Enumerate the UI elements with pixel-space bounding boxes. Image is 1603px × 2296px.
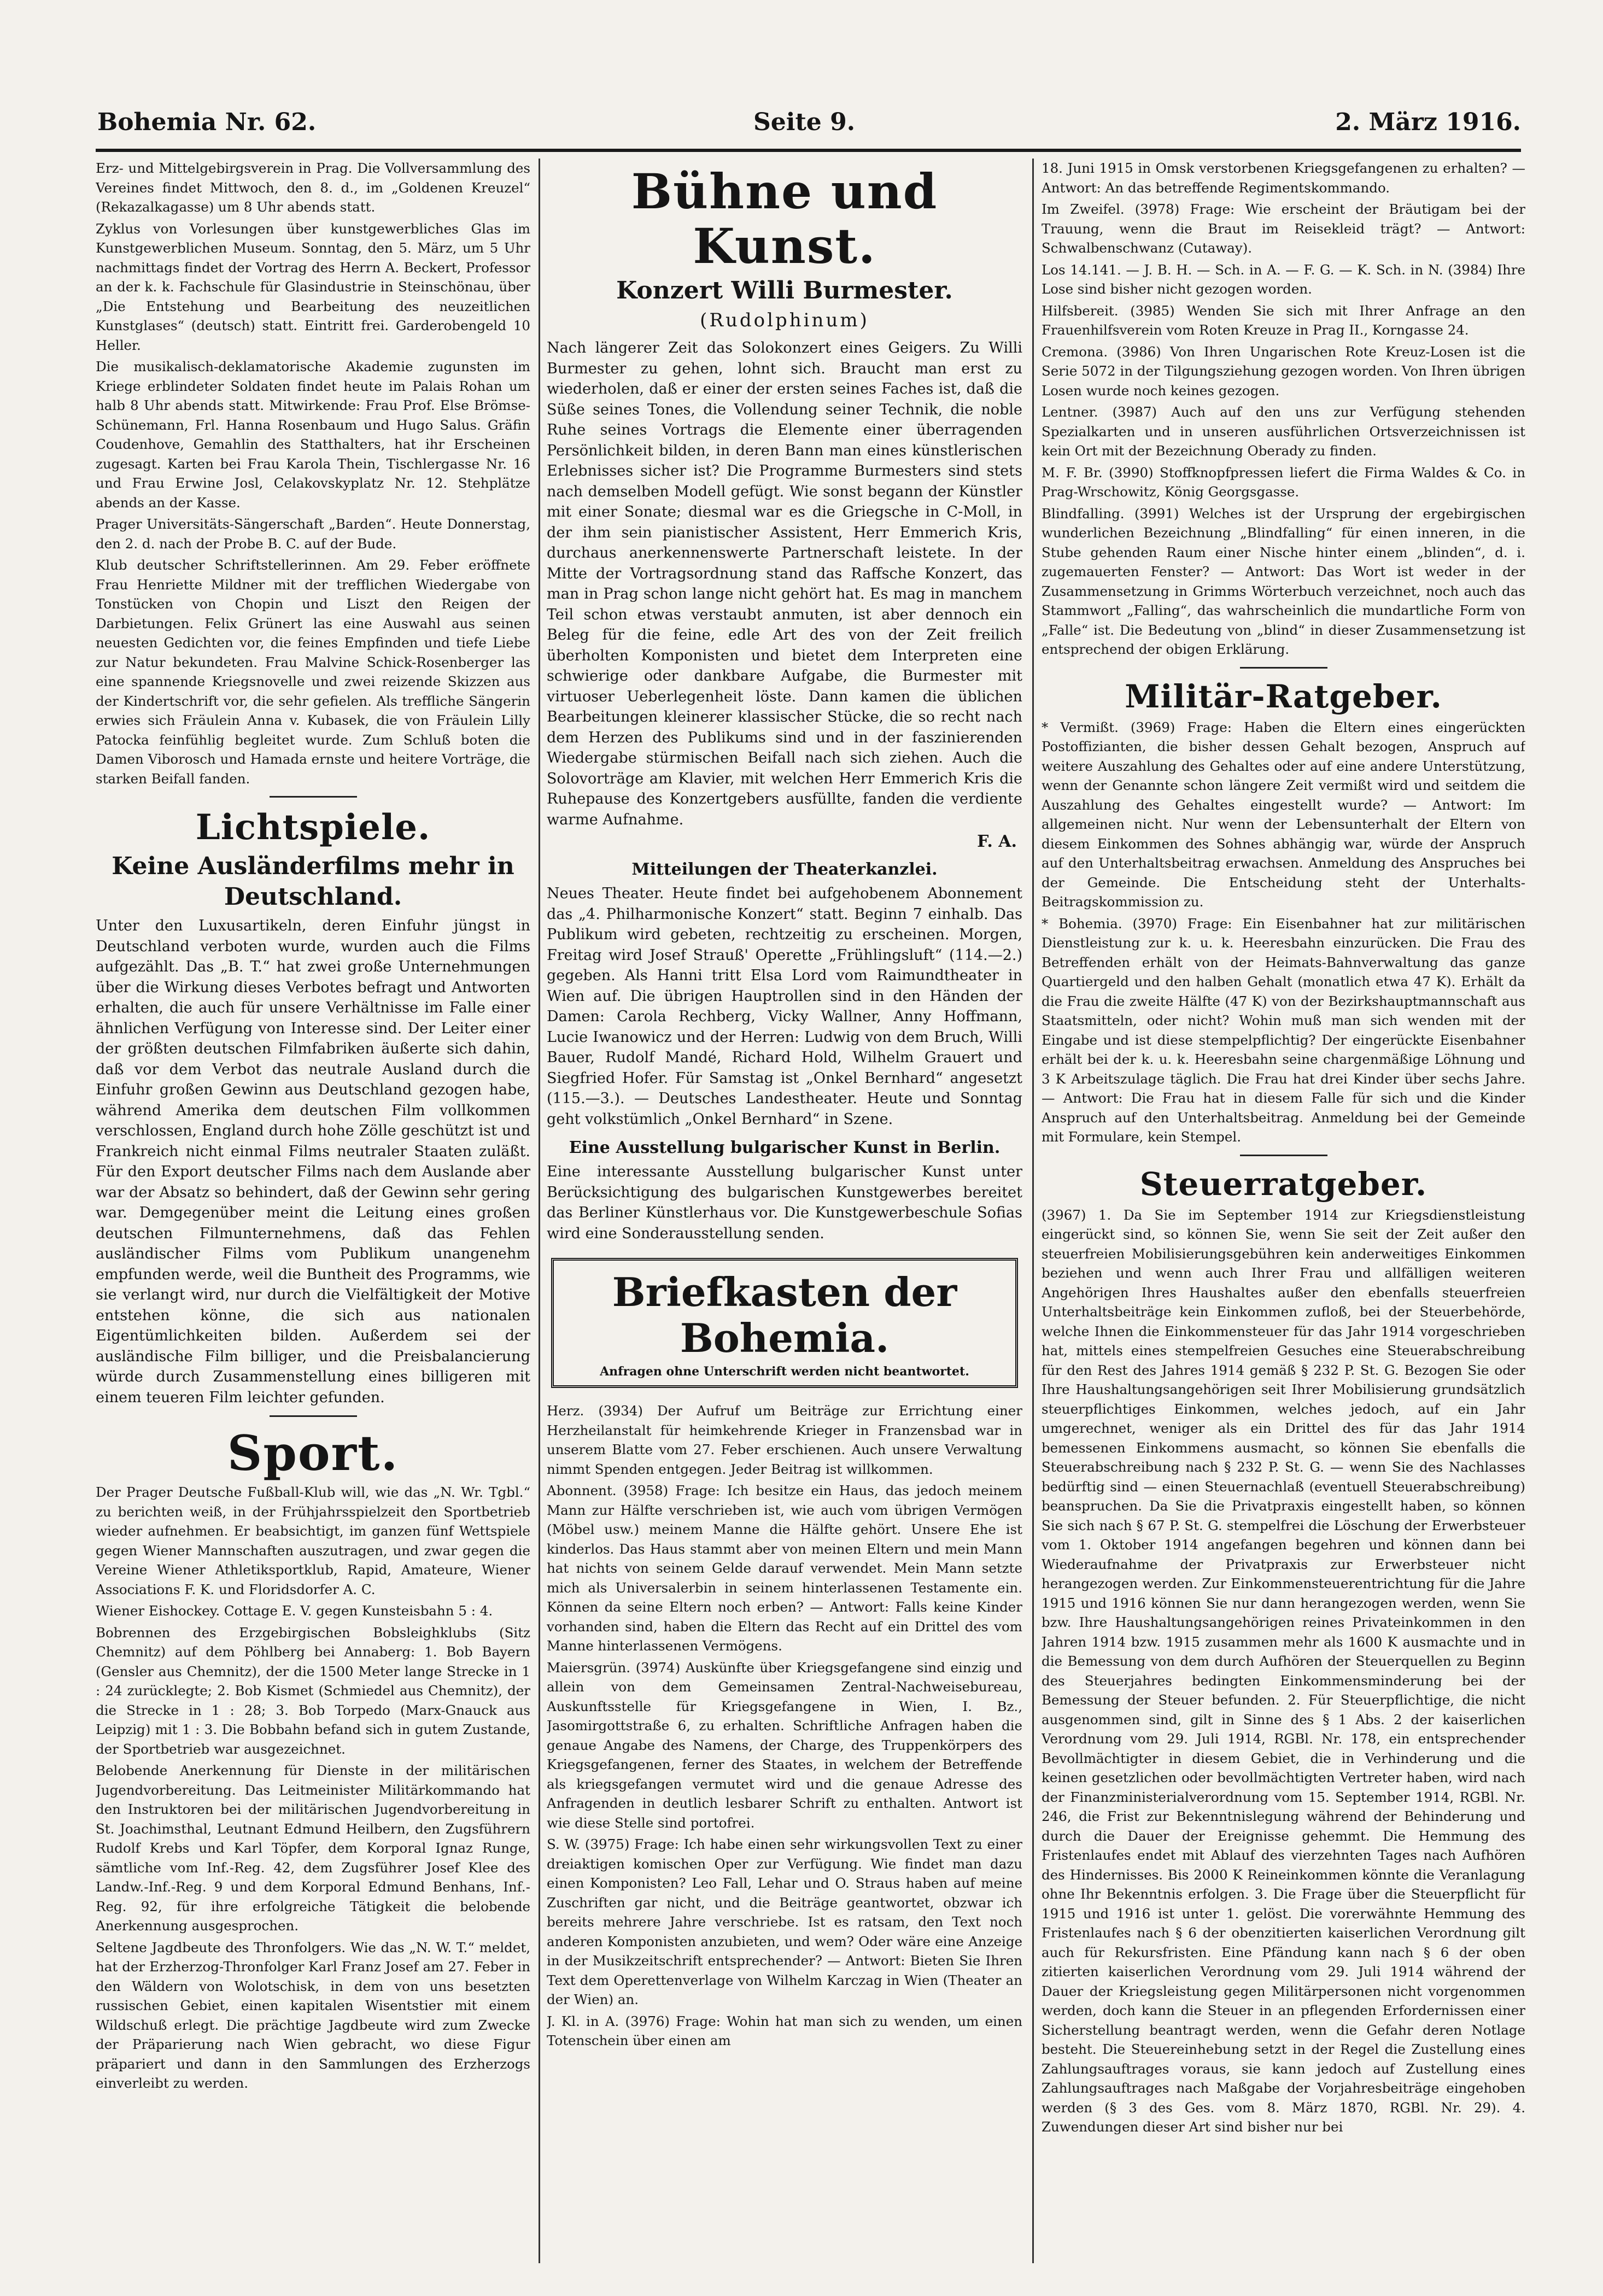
article-bulgarische-kunst: Eine interessante Ausstellung bulgarischer Kunst unter Berücksichtigung des bulgarischen Kunstgewerbes bereitet das Berliner Künstlerhaus vor. Die Kunstgewerbeschule Sofias wird eine Sonderausstellung senden. bbox=[547, 1163, 1022, 1242]
article-auslaenderfilms: Unter den Luxusartikeln, deren Einfuhr jüngst in Deutschland verboten wurde, wurden auch die Films aufgezählt. Das „B. T.“ hat zwei große Unternehmungen über die Wirkung dieses Verbotes befragt und Antworten erhalten, die auch für unsere Verhältnisse im Falle einer ähnlichen Verfügung von Interesse sind. Der Leiter einer der größten deutschen Filmfabriken äußerte sich dahin, daß vor dem Verbot das neutrale Ausland durch die Einfuhr großen Gewinn aus Deutschland gezogen habe, während Amerika dem deutschen Film vollkommen verschlossen, England durch hohe Zölle geschützt ist und Frankreich nicht einmal Films neutraler Staaten zuläßt. Für den Export deutscher Films nach dem Auslande aber war der Absatz so behindert, daß der Gewinn sehr gering war. Demgegenüber meint die Leitung eines großen deutschen Filmunternehmens, daß das Fehlen ausländischer Films vom Publikum unangenehm empfunden werde, weil die Buntheit des Programms, wie sie verlangt wird, nur durch die Vielfältigkeit der Motive entstehen könne, die sich aus nationalen Eigentümlichkeiten bilden. Außerdem sei der ausländische Film billiger, und die Preisbalancierung würde durch Zusammenstellung eines billigeren mit einem teueren Film leichter gefunden. bbox=[96, 917, 530, 1406]
article-theaterkanzlei: Neues Theater. Heute findet bei aufgehobenem Abonnement das „4. Philharmonische Konzert“ statt. Beginn 7 einhalb. Das Publikum wird gebeten, rechtzeitig zu erscheinen. Morgen, Freitag wird Josef Strauß' Operette „Frühlingsluft“ (114.—2.) gegeben. Als Hanni tritt Elsa Lord vom Raimundtheater in Wien auf. Die übrigen Hauptrollen sind in den Händen der Damen: Carola Rechberg, Vicky Wallner, Anny Hoffmann, Lucie Iwanowicz und der Herren: Ludwig von dem Bruch, Willi Bauer, Rudolf Mandé, Richard Hold, Wilhelm Grauert und Siegfried Hofer. Für Samstag ist „Onkel Bernhard“ angesetzt (115.—3.). — Deutsches Landestheater. Heute und Sonntag geht volkstümlich „Onkel Bernhard“ in Szene. bbox=[547, 885, 1022, 1128]
divider bbox=[1240, 1155, 1327, 1156]
letter-herz: Herz. (3934) Der Aufruf um Beiträge zur Errichtung einer Herzheilanstalt für heimkehrende Krieger in Franzensbad war in unserem Blatte vom 27. Feber erschienen. Auch unsere Verwaltung nimmt Spenden entgegen. Jeder Beitrag ist willkommen. bbox=[547, 1403, 1022, 1477]
column-left bbox=[96, 159, 530, 2263]
letter-lentner: Lentner. (3987) Auch auf den uns zur Verfügung stehenden Spezialkarten und in unseren ausführlichen Ortsverzeichnissen ist kein Ort mit der Bezeichnung Oberady zu finden. bbox=[1042, 404, 1525, 459]
letter-sw: S. W. (3975) Frage: Ich habe einen sehr wirkungsvollen Text zu einer dreiaktigen komischen Oper zur Verfügung. Wie findet man dazu einen Komponisten? Leo Fall, Lehar und O. Straus haben auf meine Zuschriften gar nicht, und die Beiträge geantwortet, obzwar ich bereits mehrere Jahre verschriebe. Ist es ratsam, den Text noch anderen Komponisten anzubieten, und wem? Oder wäre eine Anzeige in der Musikzeitschrift entsprechender? — Antwort: Bieten Sie Ihren Text dem Operettenverlage von Wilhelm Karczag in Wien (Theater an der Wien) an. bbox=[547, 1836, 1022, 2007]
author-signature: F. A. bbox=[977, 832, 1017, 851]
letter-abonnent: Abonnent. (3958) Frage: Ich besitze ein Haus, das jedoch meinem Mann zur Hälfte verschrieben ist, wie auch vom übrigen Vermögen (Möbel usw.) meinem Manne die Hälfte gehört. Unsere Ehe ist kinderlos. Das Haus stammt aber von meinen Eltern und mein Mann hat nichts von seinem Gelde darauf verwendet. Mein Mann setzte mich als Universalerbin in seinem hinterlassenen Testamente ein. Können da seine Eltern noch erben? — Antwort: Falls keine Kinder vorhanden sind, haben die Eltern das Recht auf ein Drittel des vom Manne hinterlassenen Vermögens. bbox=[547, 1483, 1022, 1654]
column-divider-1 bbox=[539, 159, 540, 2263]
page-header bbox=[97, 108, 1521, 147]
column-divider-2 bbox=[1032, 159, 1034, 2263]
article-jugendvorbereitung: Belobende Anerkennung für Dienste in der militärischen Jugendvorbereitung. Das Leitmeinister Militärkommando hat den Instruktoren bei der militärischen Jugendvorbereitung in St. Joachimsthal, Leutnant Edmund Heilbern, den Zugsführern Rudolf Krebs und Karl Töpfer, dem Korporal Ignaz Runge, sämtliche vom Inf.-Reg. 42, dem Zugsführer Josef Klee des Landw.-Inf.-Reg. 9 und dem Korporal Edmund Benhans, Inf.-Reg. 92, für ihre erfolgreiche Tätigkeit die belobende Anerkennung ausgesprochen. bbox=[96, 1762, 530, 1934]
divider bbox=[1240, 667, 1327, 669]
letter-blindfalling: Blindfalling. (3991) Welches ist der Ursprung der ergebirgischen wunderlichen Bezeichnung „Blindfalling“ für einen inneren, in die Stube gehenden Raum einer Nische hinter einem „blinden“, d. i. zugemauerten Fenster? — Antwort: Das Wort ist weder in der Zusammensetzung in Grimms Wörterbuch verzeichnet, noch auch das Stammwort „Falling“, das wahrscheinlich die mundartliche Form von „Falle“ ist. Die Bedeutung von „blind“ in dieser Zusammensetzung ist entsprechend der obigen Erklärung. bbox=[1042, 505, 1525, 657]
article-jagdbeute: Seltene Jagdbeute des Thronfolgers. Wie das „N. W. T.“ meldet, hat der Erzherzog-Thronfolger Karl Franz Josef am 27. Feber in den Wäldern von Wolotschisk, in dem von uns besetzten russischen Gebiet, einen kapitalen Wisentstier mit einem Wildschuß erlegt. Die prächtige Jagdbeute wird zum Zwecke der Präparierung nach Wien gebracht, wo diese Figur präpariert und dann in den Sammlungen des Erzherzogs einverleibt zu werden. bbox=[96, 1939, 530, 2091]
section-title-lichtspiele: Lichtspiele. bbox=[195, 807, 431, 848]
letter-bohemia: * Bohemia. (3970) Frage: Ein Eisenbahner hat zur militärischen Dienstleistung zur k. u. k. Heeresbahn einzurücken. Die Frau des Betreffenden erhält von der Heimats-Bahnverwaltung das ganze Quartiergeld und den halben Gehalt (monatlich etwa 47 K). Erhält da die Frau die zweite Hälfte (47 K) von der Bezirkshauptmannschaft aus Staatsmitteln, oder nicht? Wohin muß man sich wenden mit der Eingabe und ist diese stempelpflichtig? Der eingerückte Eisenbahner erhält bei der k. u. k. Heeresbahn seine chargenmäßige Löhnung und 3 K Arbeitszulage täglich. Die Frau hat drei Kinder über sechs Jahre. — Antwort: Die Frau hat in diesem Falle für sich und die Kinder Anspruch auf den Unterhaltsbeitrag. Anmeldung bei der Gemeinde mit Formulare, kein Stempel. bbox=[1042, 915, 1525, 1145]
letter-steuer-3967: (3967) 1. Da Sie im September 1914 zur Kriegsdienstleistung eingerückt sind, so können Sie, wenn Sie seit der Zeit außer den steuerfreien Mobilisierungsgebühren kein anderweitiges Einkommen beziehen und wenn auch Ihrer Frau und allfälligen weiteren Angehörigen Ihres Haushaltes außer den ebenfalls steuerfreien Unterhaltsbeiträge kein Einkommen zufloß, bei der Steuerbehörde, welche Ihnen die Einkommensteuer für das Jahr 1914 vorgeschrieben hat, mittels eines stempelfreien Gesuches eine Steuerabschreibung für den Rest des Jahres 1914 gemäß § 232 P. St. G. Bezogen Sie oder Ihre Haushaltungsangehörigen seit Ihrer Mobilisierung grundsätzlich steuerpflichtiges Einkommen, welches jedoch, auf ein Jahr umgerechnet, weniger als ein Drittel des für das Jahr 1914 bemessenen Einkommens ausmacht, so können Sie ebenfalls die Steuerabschreibung nach § 232 P. St. G. — wenn Sie des Nachlasses bedürftig sind — einen Steuernachlaß (eventuell Steuerabschreibung) beanspruchen. Da Sie die Privatpraxis eingestellt haben, so können Sie sich nach § 67 P. St. G. stempelfrei die Löschung der Erwerbsteuer vom 1. Oktober 1914 angefangen begehren und können dann bei Wiederaufnahme der Privatpraxis zur Erwerbsteuer nicht herangezogen werden. Zur Einkommensteuerentrichtung für die Jahre 1915 und 1916 können Sie nur dann herangezogen werden, wenn Sie bzw. Ihre Haushaltungsangehörigen reines Privateinkommen in den Jahren 1914 bzw. 1915 zusammen mehr als 1600 K ausmachte und in die Bemessung von dem durch Aufhören der Steuerquellen zu Beginn des Steuerjahres bedingten Einkommensminderung bei der Bemessung der Steuer befunden. 2. Für Steuerpflichtige, die nicht ausgenommen sind, gilt in Sinne des § 1 Abs. 2 der kaiserlichen Verordnung vom 29. Juli 1914, RGBl. Nr. 178, ein entsprechender Bevollmächtigter in diesem Gebiet, die in Verhinderung und die keinen gesetzlichen oder bevollmächtigten Vertreter haben, wird nach der Finanzministerialverordnung vom 15. September 1914, RGBl. Nr. 246, die Frist zur Bekenntnislegung während der Behinderung und durch die Dauer der Ereignisse gehemmt. Die Hemmung des Fristenlaufes endet mit Ablauf des vierzehnten Tages nach Aufhören des Hindernisses. Bis 2000 K Reineinkommen könnte die Veranlagung ohne Ihr Bekenntnis erfolgen. 3. Die Frage über die Steuerpflicht für 1915 und 1916 ist unter 1. gelöst. Die vorerwähnte Hemmung des Fristenlaufes nach § 6 der obenzitierten kaiserlichen Verordnung gilt auch für Rekursfristen. Eine Pfändung kann nach § 6 der oben zitierten kaiserlichen Verordnung vom 29. Juli 1914 während der Dauer der Kriegsleistung gegen Militärpersonen nicht vorgenommen werden, doch kann die Steuer in an pflegenden Erfordernissen einer Sicherstellung beantragt werden, wenn die Gefahr deren Notlage besteht. Die Steuereinhebung setzt in der Regel die Zustellung eines Zahlungsauftrages voraus, sie kann jedoch auf Zustellung eines Zahlungsauftrages nach Maßgabe der Vorjahresbeiträge eingehoben werden (§ 3 des Ges. vom 8. März 1870, RGBl. Nr. 29). 4. Zuwendungen dieser Art sind bisher nur bei bbox=[1042, 1206, 1525, 2135]
divider bbox=[270, 1415, 357, 1417]
article-bobrennen: Bobrennen des Erzgebirgischen Bobsleighklubs (Sitz Chemnitz) auf dem Pöhlberg bei Annaberg: 1. Bob Bayern (Gensler aus Chemnitz), der die 1500 Meter lange Strecke in 1 : 24 zurücklegte; 2. Bob Kismet (Schmiedel aus Chemnitz), der die Strecke in 1 : 28; 3. Bob Torpedo (Marx-Gnauck aus Leipzig) mit 1 : 3. Die Bobbahn befand sich in gutem Zustande, der Sportbetrieb war ausgezeichnet. bbox=[96, 1624, 530, 1757]
article-fussball-klub: Der Prager Deutsche Fußball-Klub will, wie das „N. Wr. Tgbl.“ zu berichten weiß, in der Frühjahrsspielzeit den Sportbetrieb wieder aufnehmen. Er beabsichtigt, im ganzen fünf Wettspiele gegen Wiener Mannschaften auszutragen, und zwar gegen die Vereine Wiener Athletiksportklub, Rapid, Amateure, Wiener Associations F. K. und Floridsdorfer A. C. bbox=[96, 1484, 530, 1597]
article-barden: Prager Universitäts-Sängerschaft „Barden“. Heute Donnerstag, den 2. d. nach der Probe B. C. auf der Bude. bbox=[96, 516, 530, 552]
header-rule bbox=[96, 149, 1521, 152]
letter-vermisst: * Vermißt. (3969) Frage: Haben die Eltern eines eingerückten Postoffizianten, die bisher dessen Gehalt bezogen, Anspruch auf weitere Auszahlung des Gehaltes oder auf eine andere Unterstützung, wenn der Genannte schon längere Zeit vermißt wird und seitdem die Auszahlung des Gehaltes eingestellt wurde? — Antwort: Im allgemeinen nicht. Nur wenn der Lebensunterhalt der Eltern von diesem Einkommen des Sohnes abhängig war, würde der Anspruch auf den Unterhaltsbeitrag erwachsen. Anmeldung des Anspruches bei der Gemeinde. Die Entscheidung steht der Unterhalts-Beitragskommission zu. bbox=[1042, 719, 1525, 910]
letter-jkl: J. Kl. in A. (3976) Frage: Wohin hat man sich zu wenden, um einen Totenschein über einen am bbox=[547, 2013, 1022, 2048]
headline-bulgarische-kunst: Eine Ausstellung bulgarischer Kunst in Berlin. bbox=[569, 1138, 1001, 1157]
section-title-buehne: Bühne und Kunst. bbox=[631, 163, 938, 274]
letter-cremona: Cremona. (3986) Von Ihren Ungarischen Rote Kreuz-Losen ist die Serie 5072 in der Tilgungsziehung gezogen worden. Von Ihren übrigen Losen wurde noch keines gezogen. bbox=[1042, 343, 1525, 399]
letter-hilfsbereit: Hilfsbereit. (3985) Wenden Sie sich mit Ihrer Anfrage an den Frauenhilfsverein vom Roten Kreuze in Prag II., Korngasse 24. bbox=[1042, 302, 1525, 338]
briefkasten-title: Briefkasten der Bohemia. bbox=[612, 1269, 957, 1361]
issue-number: Bohemia Nr. 62. bbox=[97, 108, 317, 136]
column-middle bbox=[547, 159, 1022, 2263]
headline-auslaenderfilms: Keine Ausländerfilms mehr in Deutschland. bbox=[112, 852, 514, 911]
letter-omsk: 18. Juni 1915 in Omsk verstorbenen Kriegsgefangenen zu erhalten? — Antwort: An das betreffende Regimentskommando. bbox=[1042, 160, 1525, 196]
article-akademie: Die musikalisch-deklamatorische Akademie zugunsten im Kriege erblindeter Soldaten findet heute im Palais Rohan um halb 8 Uhr abends statt. Mitwirkende: Frau Prof. Else Brömse-Schünemann, Frl. Hanna Rosenbaum und Hugo Salus. Gräfin Coudenhove, Gemahlin des Statthalters, hat ihr Erscheinen zugesagt. Karten bei Frau Karola Thein, Tischlergasse Nr. 16 und Frau Erwine Josl, Celakovskyplatz Nr. 12. Stehplätze abends an der Kasse. bbox=[96, 359, 530, 511]
page-number: Seite 9. bbox=[753, 108, 856, 136]
article-erzgebirgsverein: Erz- und Mittelgebirgsverein in Prag. Die Vollversammlung des Vereines findet Mittwoch, den 8. d., im „Goldenen Kreuzel“ (Rekazalkagasse) um 8 Uhr abends statt. bbox=[96, 160, 530, 215]
section-title-steuer: Steuerratgeber. bbox=[1139, 1165, 1428, 1203]
letter-maiersgruen: Maiersgrün. (3974) Auskünfte über Kriegsgefangene sind einzig und allein von dem Gemeinsamen Zentral-Nachweisebureau, Auskunftsstelle für Kriegsgefangene in Wien, I. Bz., Jasomirgottstraße 6, zu erhalten. Schriftliche Anfragen haben die genaue Angabe des Namens, der Charge, des Truppenkörpers des Kriegsgefangenen, ferner des Staates, in welchem der Betreffende als kriegsgefangen vermutet wird und die genaue Adresse des Anfragenden in deutlich lesbarer Schrift zu enthalten. Antwort ist wie diese Stelle sind portofrei. bbox=[547, 1659, 1022, 1831]
article-schriftstellerinnen: Klub deutscher Schriftstellerinnen. Am 29. Feber eröffnete Frau Henriette Mildner mit der trefflichen Wiedergabe von Tonstücken von Chopin und Liszt den Reigen der Darbietungen. Felix Grünert las eine Auswahl aus seinen neuesten Gedichten vor, die feines Empfinden und tiefe Liebe zur Natur bekundeten. Frau Malvine Schick-Rosenberger las eine spannende Kriegsnovelle und zwei reizende Skizzen aus der Kindertschrift vor, die sehr gefielen. Als treffliche Sängerin erwies sich Fräulein Anna v. Kubasek, die von Fräulein Lilly Patocka feinfühlig begleitet wurde. Zum Schluß boten die Damen Viborosch und Hamada ernste und heitere Vorträge, die starken Beifall fanden. bbox=[96, 557, 530, 787]
briefkasten-notice: Anfragen ohne Unterschrift werden nicht beantwortet. bbox=[600, 1364, 969, 1379]
letter-los: Los 14.141. — J. B. H. — Sch. in A. — F. G. — K. Sch. in N. (3984) Ihre Lose sind bisher nicht gezogen worden. bbox=[1042, 261, 1525, 297]
letter-im-zweifel: Im Zweifel. (3978) Frage: Wie erscheint der Bräutigam bei der Trauung, wenn die Braut im Reisekleid trägt? — Antwort: Schwalbenschwanz (Cutaway). bbox=[1042, 201, 1525, 256]
issue-date: 2. März 1916. bbox=[1335, 108, 1521, 136]
letter-mfbr: M. F. Br. (3990) Stoffknopfpressen liefert die Firma Waldes & Co. in Prag-Wrschowitz, König Georgsgasse. bbox=[1042, 464, 1525, 500]
section-title-sport: Sport. bbox=[227, 1425, 399, 1481]
headline-theaterkanzlei: Mitteilungen der Theaterkanzlei. bbox=[631, 860, 938, 879]
headline-konzert-burmester: Konzert Willi Burmester. bbox=[616, 277, 953, 304]
article-konzert-burmester: Nach längerer Zeit das Solokonzert eines Geigers. Zu Willi Burmester zu gehen, lohnt sich. Braucht man erst zu wiederholen, daß er einer der ersten seines Faches ist, daß die Süße seines Tones, die Vollendung seiner Technik, die noble Ruhe seines Vortrags die Elemente einer überragenden Persönlichkeit bilden, in deren Bann man eines künstlerischen Erlebnisses sicher ist? Die Programme Burmesters sind stets nach demselben Modell gefügt. Wie sonst begann der Künstler mit einer Sonate; diesmal war es die Griegsche in C-Moll, in der ihm sein pianistischer Assistent, Herr Emmerich Kris, durchaus anerkennenswerte Partnerschaft leistete. In der Mitte der Vortragsordnung stand das Raffsche Konzert, das man in Prag schon lange nicht gehört hat. Es mag in manchem Teil schon etwas verstaubt anmuten, ist aber dennoch ein Beleg für die feine, edle Art des von der Zeit freilich überholten Komponisten und bietet dem Interpreten eine schwierige oder dankbare Aufgabe, die Burmester mit virtuoser Ueberlegenheit löste. Dann kamen die üblichen Bearbeitungen kleinerer klassischer Stücke, die so recht nach dem Herzen des Publikums sind und in der faszinierenden Wiedergabe stürmischen Beifall nach sich ziehen. Auch die Solovorträge am Klavier, mit welchen Herr Emmerich Kris die Ruhepause des Konzertgebers ausfüllte, fanden die verdiente warme Aufnahme. bbox=[547, 339, 1022, 828]
article-eishockey: Wiener Eishockey. Cottage E. V. gegen Kunsteisbahn 5 : 4. bbox=[96, 1603, 493, 1619]
column-right bbox=[1042, 159, 1525, 2263]
briefkasten-banner bbox=[551, 1258, 1018, 1388]
section-title-militaer: Militär-Ratgeber. bbox=[1125, 677, 1442, 715]
divider bbox=[270, 796, 357, 798]
venue-rudolphinum: (Rudolphinum) bbox=[700, 309, 869, 331]
article-glas-vorlesungen: Zyklus von Vorlesungen über kunstgewerbliches Glas im Kunstgewerblichen Museum. Sonntag, den 5. März, um 5 Uhr nachmittags findet der Vortrag des Herrn A. Beckert, Professor an der k. k. Fachschule für Glasindustrie in Steinschönau, über „Die Entstehung und Bearbeitung des neuzeitlichen Kunstglases“ (deutsch) statt. Eintritt frei. Garderobengeld 10 Heller. bbox=[96, 220, 530, 353]
